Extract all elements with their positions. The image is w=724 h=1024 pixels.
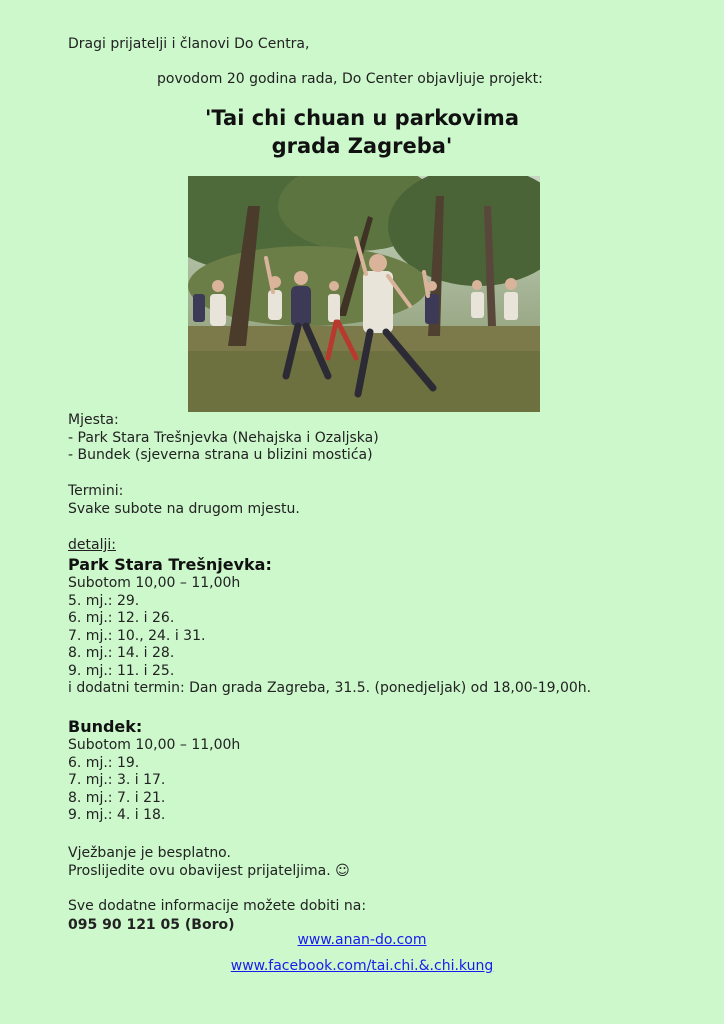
places-section — [68, 412, 379, 465]
park-stara-tresnjevka-section — [68, 555, 591, 698]
terms-section — [68, 483, 300, 518]
park2-date-3: 8. mj.: 7. i 21. — [68, 789, 166, 806]
park2-heading: Bundek: — [68, 717, 143, 736]
website-link-row — [0, 932, 724, 948]
park2-date-2: 7. mj.: 3. i 17. — [68, 772, 166, 788]
website-link[interactable]: www.anan-do.com — [297, 932, 427, 948]
details-label: detalji: — [68, 537, 116, 553]
tai-chi-photo-illustration — [188, 176, 540, 412]
park1-heading: Park Stara Trešnjevka: — [68, 555, 272, 574]
park1-date-2: 6. mj.: 12. i 26. — [68, 610, 175, 626]
free-note: Vježbanje je besplatno. — [68, 845, 231, 861]
contact-section — [68, 898, 366, 935]
bundek-section — [68, 717, 240, 825]
park2-date-4: 9. mj.: 4. i 18. — [68, 807, 166, 823]
terms-label: Termini: — [68, 483, 124, 499]
tai-chi-group-photo — [188, 176, 540, 412]
contact-phone: 095 90 121 05 (Boro) — [68, 916, 235, 933]
park2-date-1: 6. mj.: 19. — [68, 754, 140, 771]
title-line-2: grada Zagreba' — [271, 134, 453, 158]
forward-note: Proslijedite ovu obavijest prijateljima. ☺ — [68, 862, 350, 879]
place-item-2: - Bundek (sjeverna strana u blizini mostića) — [68, 447, 373, 463]
park1-date-5: 9. mj.: 11. i 25. — [68, 662, 175, 679]
park1-date-4: 8. mj.: 14. i 28. — [68, 645, 175, 661]
page-title — [0, 104, 724, 160]
facebook-link-row — [0, 958, 724, 974]
facebook-link[interactable]: www.facebook.com/tai.chi.&.chi.kung — [230, 958, 494, 974]
park1-date-3: 7. mj.: 10., 24. i 31. — [68, 627, 206, 644]
terms-text: Svake subote na drugom mjestu. — [68, 500, 300, 517]
park2-time: Subotom 10,00 – 11,00h — [68, 737, 241, 753]
intro-text: povodom 20 godina rada, Do Center objavljuje projekt: — [157, 71, 543, 87]
place-item-1: - Park Stara Trešnjevka (Nehajska i Ozaljska) — [68, 429, 379, 446]
park1-extra-term: i dodatni termin: Dan grada Zagreba, 31.5. (ponedjeljak) od 18,00-19,00h. — [68, 680, 592, 696]
title-line-1: 'Tai chi chuan u parkovima — [204, 106, 519, 130]
contact-label: Sve dodatne informacije možete dobiti na: — [68, 898, 367, 914]
notes-section — [68, 845, 350, 880]
park1-time: Subotom 10,00 – 11,00h — [68, 575, 241, 591]
places-label: Mjesta: — [68, 412, 119, 428]
park1-date-1: 5. mj.: 29. — [68, 592, 140, 609]
greeting: Dragi prijatelji i članovi Do Centra, — [68, 36, 310, 52]
